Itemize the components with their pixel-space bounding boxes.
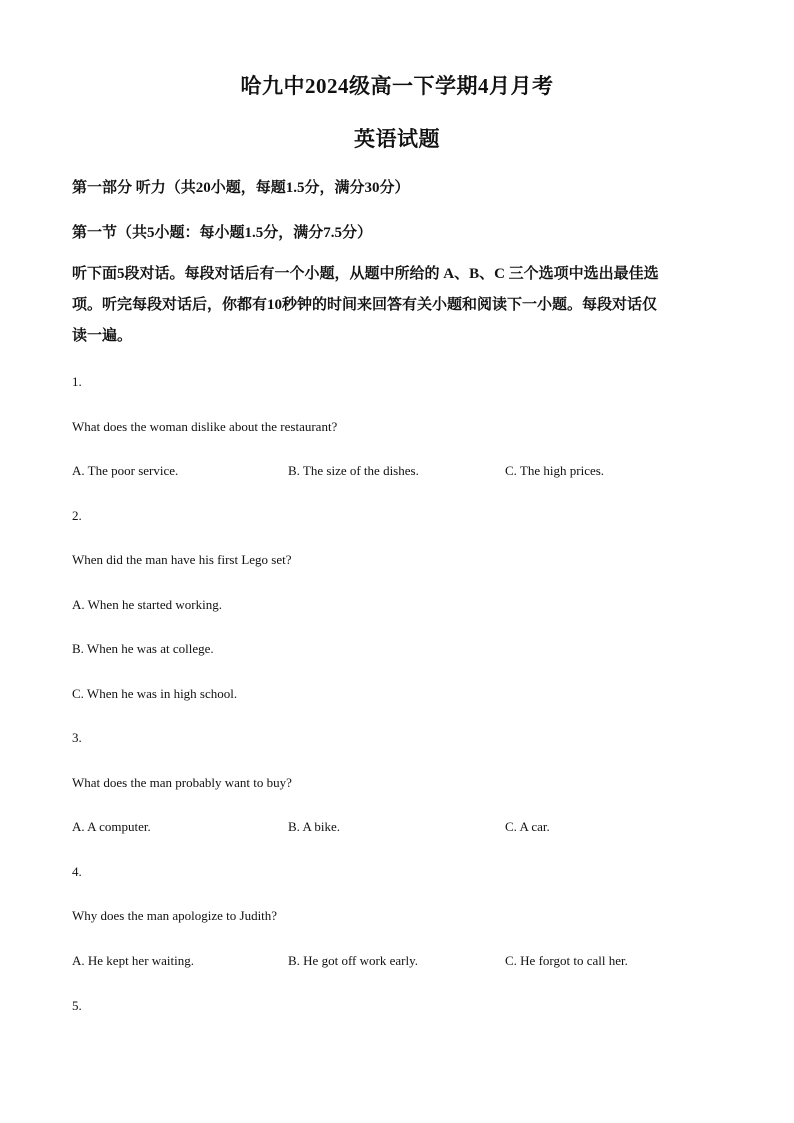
exam-title: 哈九中2024级高一下学期4月月考 [240, 74, 554, 98]
option-b: B. When he was at college. [72, 641, 214, 656]
option-c: C. He forgot to call her. [505, 953, 628, 968]
option-c: C. When he was in high school. [72, 686, 238, 701]
question-number: 2. [72, 508, 82, 523]
question-stem: Why does the man apologize to Judith? [72, 908, 278, 923]
instructions-line: 项。听完每段对话后，你都有10秒钟的时间来回答有关小题和阅读下一小题。每段对话仅 [72, 297, 658, 313]
option-a: A. When he started working. [72, 597, 222, 612]
option-c: C. The high prices. [505, 463, 605, 478]
question-stem: What does the woman dislike about the restaurant? [72, 419, 338, 434]
instructions-line: 读一遍。 [72, 328, 133, 344]
instructions-line: 听下面5段对话。每段对话后有一个小题，从题中所给的 A、B、C 三个选项中选出最佳选 [72, 266, 659, 282]
instructions [72, 259, 722, 352]
subsection-heading: 第一节（共5小题：每小题1.5分，满分7.5分） [72, 225, 373, 241]
option-a: A. A computer. [72, 819, 151, 834]
question-number: 1. [72, 374, 82, 389]
option-b: B. The size of the dishes. [288, 463, 419, 478]
option-a: A. He kept her waiting. [72, 953, 195, 968]
question-number: 4. [72, 864, 82, 879]
question-stem: When did the man have his first Lego set? [72, 552, 292, 567]
option-a: A. The poor service. [72, 463, 179, 478]
question-number: 5. [72, 998, 82, 1013]
question-number: 3. [72, 730, 82, 745]
question-stem: What does the man probably want to buy? [72, 775, 292, 790]
option-b: B. He got off work early. [288, 953, 418, 968]
part-heading: 第一部分 听力（共20小题，每题1.5分，满分30分） [72, 180, 410, 196]
option-c: C. A car. [505, 819, 550, 834]
exam-subtitle: 英语试题 [354, 127, 440, 151]
option-b: B. A bike. [288, 819, 341, 834]
